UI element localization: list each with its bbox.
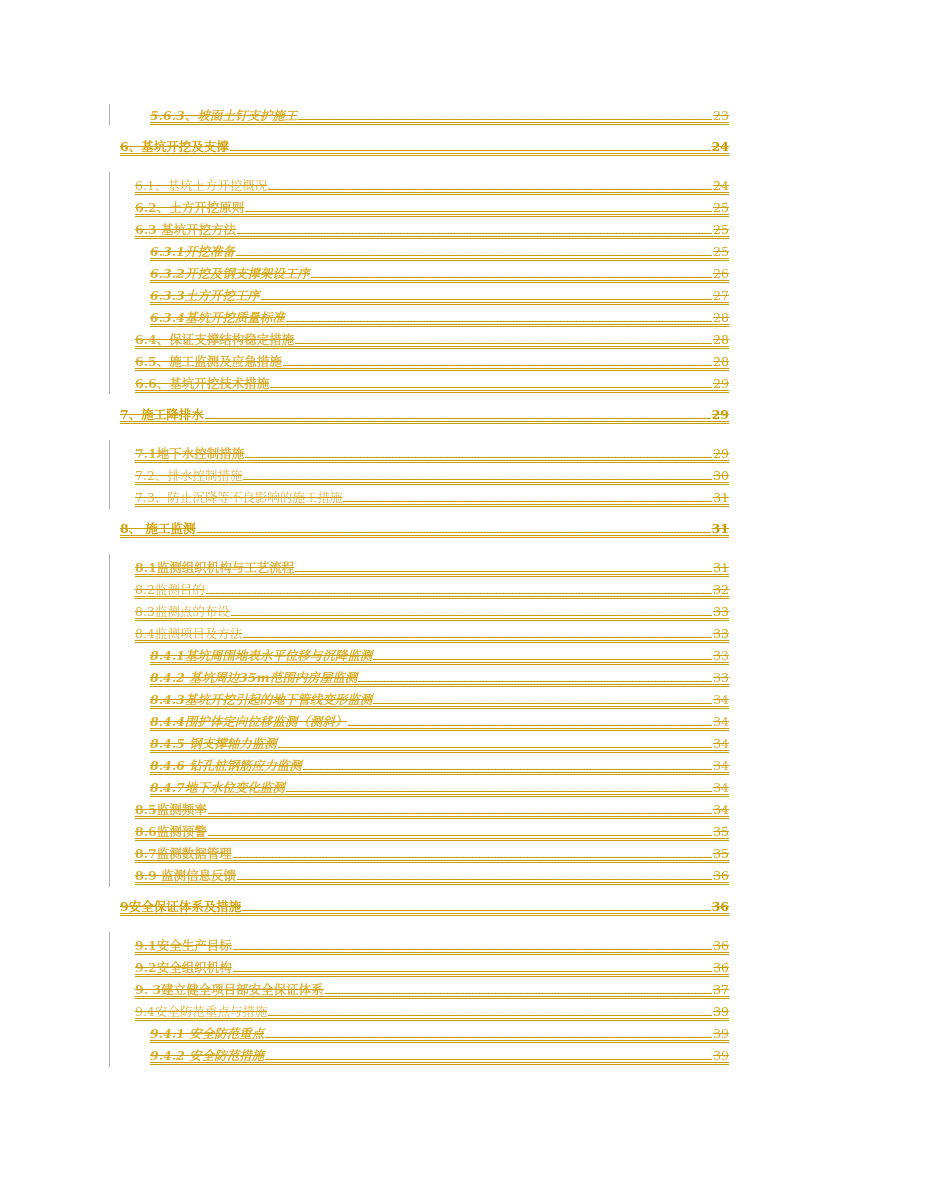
toc-entry[interactable] (150, 734, 729, 754)
toc-entry-page-number[interactable]: 34 (713, 758, 729, 773)
toc-entry-page-number[interactable]: 36 (713, 960, 729, 975)
toc-entry[interactable] (120, 137, 729, 157)
toc-entry-label[interactable]: 7.2、排水控制措施 (135, 468, 243, 483)
toc-entry-underline (135, 574, 729, 577)
toc-entry-underline (135, 236, 729, 239)
toc-entry-underline (135, 596, 729, 599)
toc-entry-underline (150, 302, 729, 305)
toc-entry-label[interactable]: 6.4、保证支撑结构稳定措施 (135, 332, 295, 347)
toc-entry[interactable] (135, 558, 729, 578)
toc-entry-page-number[interactable]: 25 (713, 200, 729, 215)
toc-entry-label[interactable]: 6.2、土方开挖原则 (135, 200, 245, 215)
toc-entry[interactable] (135, 198, 729, 218)
section-divider-line (109, 932, 110, 1067)
toc-entry-page-number[interactable]: 24 (713, 178, 729, 193)
toc-entry-page-number[interactable]: 37 (713, 982, 729, 997)
toc-entry-page-number[interactable]: 31 (713, 560, 729, 575)
toc-entry[interactable] (135, 352, 729, 372)
section-divider-line (109, 440, 110, 509)
toc-entry-underline (150, 1062, 729, 1065)
toc-entry-label[interactable]: 9.4安全防范重点与措施 (135, 1004, 268, 1019)
toc-entry-page-number[interactable]: 35 (713, 824, 729, 839)
toc-entry-label[interactable]: 9.4.2 安全防范措施 (150, 1048, 265, 1063)
toc-entry-label[interactable]: 8.6监测预警 (135, 824, 207, 839)
toc-entry-underline (135, 838, 729, 841)
toc-entry-page-number[interactable]: 32 (713, 582, 729, 597)
toc-entry-label[interactable]: 9.2安全组织机构 (135, 960, 232, 975)
toc-entry-page-number[interactable]: 25 (713, 222, 729, 237)
toc-entry-page-number[interactable]: 34 (713, 736, 729, 751)
toc-entry[interactable] (135, 220, 729, 240)
toc-entry-page-number[interactable]: 34 (713, 802, 729, 817)
toc-entry-underline (150, 280, 729, 283)
toc-entry-underline (150, 122, 729, 125)
toc-entry-page-number[interactable]: 34 (713, 780, 729, 795)
toc-entry-underline (135, 996, 729, 999)
toc-entry-underline (150, 684, 729, 687)
toc-entry[interactable] (150, 106, 729, 126)
toc-entry[interactable] (150, 712, 729, 732)
toc-entry[interactable] (135, 800, 729, 820)
toc-entry-label[interactable]: 8.7监测数据管理 (135, 846, 232, 861)
toc-entry-label[interactable]: 6.3.3土方开挖工序 (150, 288, 260, 303)
toc-entry-page-number[interactable]: 31 (713, 490, 729, 505)
toc-entry-underline (135, 214, 729, 217)
toc-entry-label[interactable]: 9. 3建立健全项目部安全保证体系 (135, 982, 324, 997)
toc-entry-label[interactable]: 8.1监测组织机构与工艺流程 (135, 560, 295, 575)
toc-entry-page-number[interactable]: 36 (713, 868, 729, 883)
toc-entry[interactable] (135, 844, 729, 864)
toc-entry[interactable] (135, 602, 729, 622)
toc-entry-underline (135, 816, 729, 819)
toc-entry[interactable] (120, 897, 729, 917)
toc-entry[interactable] (150, 242, 729, 262)
toc-entry-underline (135, 390, 729, 393)
toc-entry[interactable] (150, 668, 729, 688)
toc-entry[interactable] (135, 444, 729, 464)
toc-entry-label[interactable]: 6.3.4基坑开挖质量标准 (150, 310, 285, 325)
toc-entry-underline (135, 1018, 729, 1021)
toc-entry-page-number[interactable]: 27 (713, 288, 729, 303)
toc-entry-underline (120, 421, 729, 424)
toc-entry-page-number[interactable]: 39 (713, 1048, 729, 1063)
toc-entry-underline (150, 750, 729, 753)
toc-entry-underline (150, 728, 729, 731)
toc-entry[interactable] (150, 1024, 729, 1044)
toc-entry-underline (120, 535, 729, 538)
toc-entry[interactable] (135, 488, 729, 508)
toc-entry-label[interactable]: 8.4监测项目及方法 (135, 626, 243, 641)
toc-entry-label[interactable]: 8.4.3基坑开挖引起的地下管线变形监测 (150, 692, 373, 707)
toc-entry-label[interactable]: 6.5、施工监测及应急措施 (135, 354, 282, 369)
toc-entry-underline (135, 618, 729, 621)
toc-entry-underline (120, 913, 729, 916)
toc-entry-underline (150, 324, 729, 327)
toc-entry-label[interactable]: 6.3.2开挖及钢支撑架设工序 (150, 266, 310, 281)
toc-entry[interactable] (150, 778, 729, 798)
toc-entry-underline (150, 258, 729, 261)
toc-entry-underline (150, 662, 729, 665)
toc-entry[interactable] (150, 308, 729, 328)
toc-entry-page-number[interactable]: 36 (711, 899, 729, 914)
toc-entry-page-number[interactable]: 33 (713, 670, 729, 685)
toc-entry-label[interactable]: 8.4.2 基坑周边35m范围内房屋监测 (150, 670, 358, 685)
toc-entry-page-number[interactable]: 33 (713, 626, 729, 641)
toc-entry[interactable] (135, 980, 729, 1000)
toc-entry-underline (120, 153, 729, 156)
toc-entry[interactable] (135, 374, 729, 394)
toc-entry-label[interactable]: 9.4.1 安全防范重点 (150, 1026, 265, 1041)
toc-entry[interactable] (120, 405, 729, 425)
toc-entry-underline (150, 794, 729, 797)
toc-entry-page-number[interactable]: 25 (713, 244, 729, 259)
toc-entry-underline (135, 460, 729, 463)
toc-entry[interactable] (135, 580, 729, 600)
toc-entry[interactable] (135, 822, 729, 842)
toc-entry-label[interactable]: 7、施工降排水 (120, 407, 204, 422)
toc-entry[interactable] (135, 330, 729, 350)
toc-entry[interactable] (135, 466, 729, 486)
toc-entry[interactable] (150, 1046, 729, 1066)
toc-entry[interactable] (135, 624, 729, 644)
toc-entry-label[interactable]: 7.3、防止沉降等不良影响的施工措施 (135, 490, 343, 505)
toc-entry-page-number[interactable]: 28 (713, 332, 729, 347)
toc-entry-underline (150, 706, 729, 709)
toc-entry-page-number[interactable]: 28 (713, 310, 729, 325)
toc-entry[interactable] (135, 936, 729, 956)
toc-entry[interactable] (150, 286, 729, 306)
toc-entry-page-number[interactable]: 26 (713, 266, 729, 281)
toc-entry-underline (135, 368, 729, 371)
toc-entry-label[interactable]: 9安全保证体系及措施 (120, 899, 242, 914)
toc-entry-underline (135, 504, 729, 507)
toc-entry-label[interactable]: 6、基坑开挖及支撑 (120, 139, 229, 154)
toc-entry-underline (135, 952, 729, 955)
toc-entry-page-number[interactable]: 31 (711, 521, 729, 536)
toc-entry-underline (150, 772, 729, 775)
toc-entry-label[interactable]: 8.4.1基坑周围地表水平位移与沉降监测 (150, 648, 373, 663)
toc-entry-underline (135, 882, 729, 885)
toc-entry-underline (135, 974, 729, 977)
toc-entry[interactable] (135, 958, 729, 978)
toc-entry[interactable] (135, 866, 729, 886)
toc-entry-label[interactable]: 8.4.6 钻孔桩钢筋应力监测 (150, 758, 302, 773)
toc-entry[interactable] (150, 690, 729, 710)
toc-entry-page-number[interactable]: 29 (711, 407, 729, 422)
toc-entry-label[interactable]: 6.1、基坑土方开挖概况 (135, 178, 268, 193)
section-divider-line (109, 554, 110, 887)
toc-entry-label[interactable]: 5.6.3、坡面土钉支护施工 (150, 108, 298, 123)
toc-entry[interactable] (135, 176, 729, 196)
toc-entry-page-number[interactable]: 39 (713, 1004, 729, 1019)
toc-entry-label[interactable]: 8、 施工监测 (120, 521, 196, 536)
toc-entry-underline (135, 860, 729, 863)
toc-entry[interactable] (150, 646, 729, 666)
toc-entry-page-number[interactable]: 29 (713, 376, 729, 391)
toc-entry[interactable] (135, 1002, 729, 1022)
section-divider-line (109, 172, 110, 394)
toc-entry-label[interactable]: 6.6、基坑开挖技术措施 (135, 376, 270, 391)
toc-entry-label[interactable]: 6.3 基坑开挖方法 (135, 222, 237, 237)
toc-entry[interactable] (150, 756, 729, 776)
toc-entry-page-number[interactable]: 23 (713, 108, 729, 123)
toc-entry-underline (150, 1040, 729, 1043)
toc-entry[interactable] (120, 519, 729, 539)
toc-entry-underline (135, 640, 729, 643)
toc-entry-page-number[interactable]: 30 (713, 468, 729, 483)
toc-entry-page-number[interactable]: 33 (713, 604, 729, 619)
section-divider-line (109, 104, 110, 125)
toc-entry-label[interactable]: 8.4.5 钢支撑轴力监测 (150, 736, 277, 751)
toc-entry-page-number[interactable]: 24 (711, 139, 729, 154)
toc-entry-page-number[interactable]: 39 (713, 1026, 729, 1041)
toc-entry-underline (135, 346, 729, 349)
toc-entry-label[interactable]: 8.4.4围护体定向位移监测（测斜） (150, 714, 348, 729)
toc-entry-page-number[interactable]: 36 (713, 938, 729, 953)
toc-entry-label[interactable]: 6.3.1开挖准备 (150, 244, 235, 259)
toc-entry-label[interactable]: 8.4.7地下水位变化监测 (150, 780, 285, 795)
toc-entry[interactable] (150, 264, 729, 284)
toc-entry-label[interactable]: 7.1地下水控制措施 (135, 446, 245, 461)
toc-entry-page-number[interactable]: 35 (713, 846, 729, 861)
toc-entry-label[interactable]: 9.1安全生产目标 (135, 938, 232, 953)
toc-entry-label[interactable]: 8.2监测目的 (135, 582, 205, 597)
toc-entry-page-number[interactable]: 29 (713, 446, 729, 461)
toc-entry-label[interactable]: 8.3监测点的布设 (135, 604, 230, 619)
toc-entry-page-number[interactable]: 33 (713, 648, 729, 663)
toc-entry-underline (135, 482, 729, 485)
toc-entry-page-number[interactable]: 34 (713, 714, 729, 729)
toc-entry-page-number[interactable]: 34 (713, 692, 729, 707)
toc-entry-underline (135, 192, 729, 195)
toc-entry-label[interactable]: 8.5监测频率 (135, 802, 207, 817)
toc-entry-page-number[interactable]: 28 (713, 354, 729, 369)
toc-entry-label[interactable]: 8.9 监测信息反馈 (135, 868, 237, 883)
